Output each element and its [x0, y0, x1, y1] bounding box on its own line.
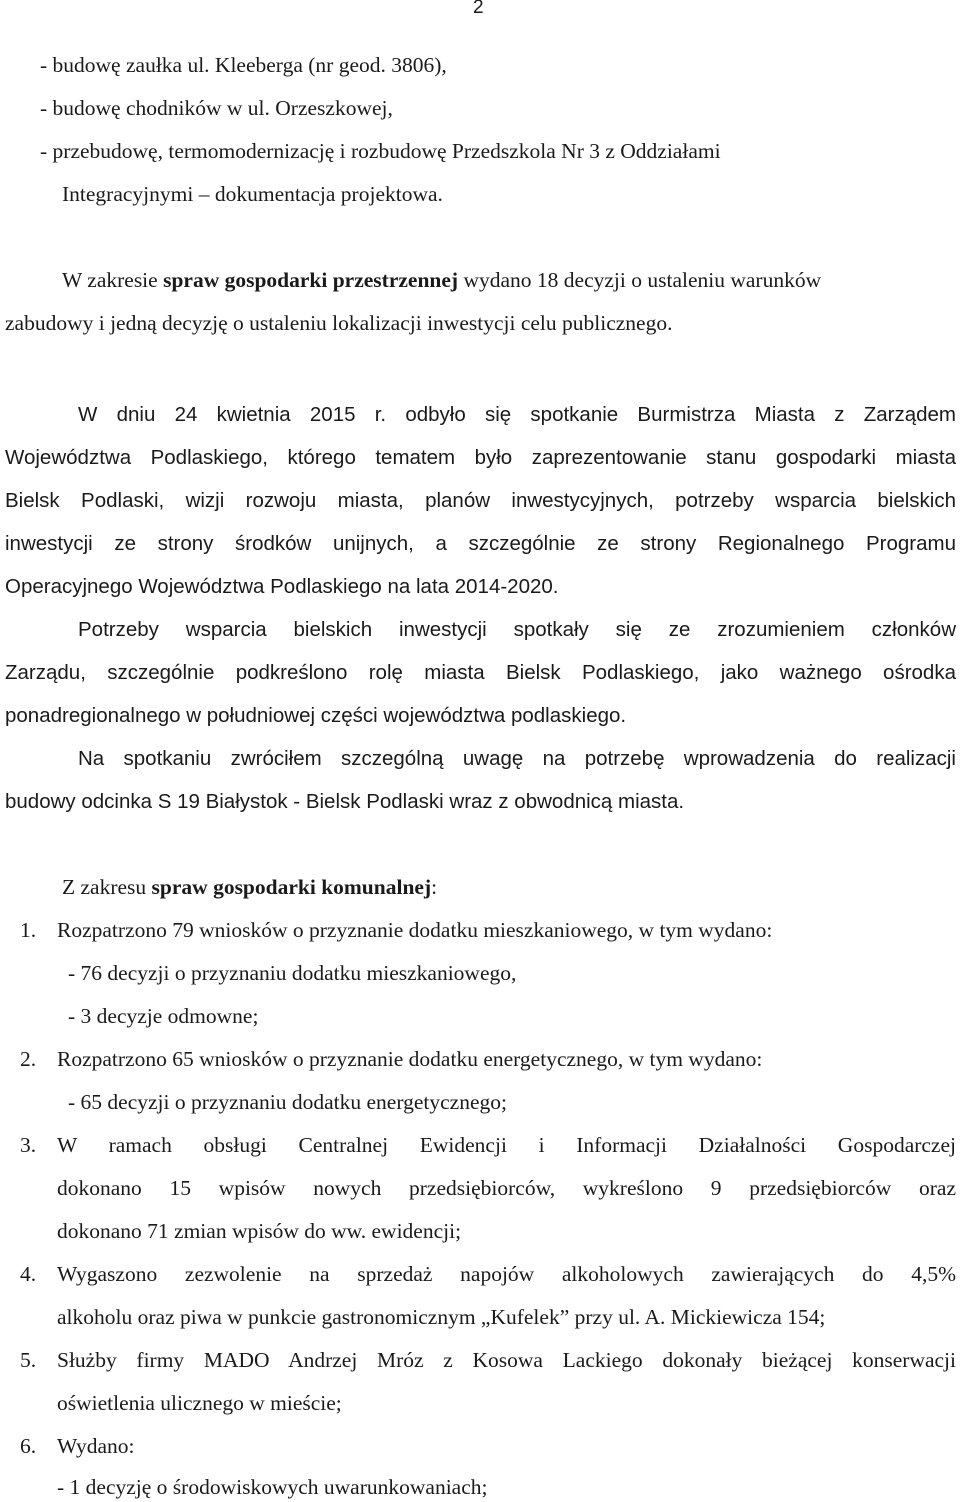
item-number: 2. — [20, 1047, 37, 1071]
item-line: W ramach obsługi Centralnej Ewidencji i Informacji Działalności Gospodarczej — [57, 1133, 956, 1157]
planning-rest: wydano 18 decyzji o ustaleniu warunków — [458, 268, 822, 292]
list-item-continuation: Integracyjnymi – dokumentacja projektowa. — [62, 182, 443, 206]
meeting-line: W dniu 24 kwietnia 2015 r. odbyło się spotkanie Burmistrza Miasta z Zarządem — [78, 403, 956, 426]
item-number: 3. — [20, 1133, 37, 1157]
list-item: - budowę zaułka ul. Kleeberga (nr geod. 3806), — [40, 53, 447, 77]
meeting-line: Bielsk Podlaski, wizji rozwoju miasta, planów inwestycyjnych, potrzeby wsparcia bielskich — [5, 489, 956, 512]
support-line: Zarządu, szczególnie podkreślono rolę miasta Bielsk Podlaskiego, jako ważnego ośrodka — [5, 661, 956, 684]
s19-line: budowy odcinka S 19 Białystok - Bielsk Podlaski wraz z obwodnicą miasta. — [5, 790, 685, 813]
page-number: 2 — [473, 0, 484, 18]
sub-item: - 65 decyzji o przyznaniu dodatku energetycznego; — [68, 1090, 507, 1114]
support-line: Potrzeby wsparcia bielskich inwestycji spotkały się ze zrozumieniem członków — [78, 618, 956, 641]
planning-paragraph — [62, 266, 821, 294]
item-line: alkoholu oraz piwa w punkcie gastronomicznym „Kufelek” przy ul. A. Mickiewicza 154; — [57, 1305, 826, 1329]
item-line: Służby firmy MADO Andrzej Mróz z Kosowa Lackiego dokonały bieżącej konserwacji — [57, 1348, 956, 1372]
item-number: 1. — [20, 918, 37, 942]
planning-line-2: zabudowy i jedną decyzję o ustaleniu lokalizacji inwestycji celu publicznego. — [5, 311, 673, 335]
support-line: ponadregionalnego w południowej części województwa podlaskiego. — [5, 704, 627, 727]
meeting-line: Operacyjnego Województwa Podlaskiego na lata 2014-2020. — [5, 575, 559, 598]
list-item: - budowę chodników w ul. Orzeszkowej, — [40, 96, 393, 120]
item-number: 6. — [20, 1434, 37, 1458]
planning-bold: spraw gospodarki przestrzennej — [163, 268, 459, 292]
meeting-line: inwestycji ze strony środków unijnych, a szczególnie ze strony Regionalnego Programu — [5, 532, 956, 555]
s19-line: Na spotkaniu zwróciłem szczególną uwagę na potrzebę wprowadzenia do realizacji — [78, 747, 956, 770]
item-line: Wydano: — [57, 1434, 135, 1458]
sub-item: - 1 decyzję o środowiskowych uwarunkowaniach; — [57, 1475, 488, 1499]
sub-item: - 76 decyzji o przyznaniu dodatku mieszkaniowego, — [68, 961, 517, 985]
item-number: 5. — [20, 1348, 37, 1372]
item-line: Rozpatrzono 65 wniosków o przyznanie dodatku energetycznego, w tym wydano: — [57, 1047, 763, 1071]
item-line: Rozpatrzono 79 wniosków o przyznanie dodatku mieszkaniowego, w tym wydano: — [57, 918, 773, 942]
item-line: Wygaszono zezwolenie na sprzedaż napojów alkoholowych zawierających do 4,5% — [57, 1262, 956, 1286]
meeting-line: Województwa Podlaskiego, którego tematem było zaprezentowanie stanu gospodarki miasta — [5, 446, 956, 469]
item-line: dokonano 15 wpisów nowych przedsiębiorców, wykreślono 9 przedsiębiorców oraz — [57, 1176, 956, 1200]
list-item: - przebudowę, termomodernizację i rozbudowę Przedszkola Nr 3 z Oddziałami — [40, 139, 721, 163]
item-line: dokonano 71 zmian wpisów do ww. ewidencji; — [57, 1219, 462, 1243]
item-number: 4. — [20, 1262, 37, 1286]
communal-heading: Z zakresu spraw gospodarki komunalnej: — [62, 875, 438, 899]
planning-intro: W zakresie — [62, 268, 164, 292]
sub-item: - 3 decyzje odmowne; — [68, 1004, 259, 1028]
item-line: oświetlenia ulicznego w mieście; — [57, 1391, 342, 1415]
